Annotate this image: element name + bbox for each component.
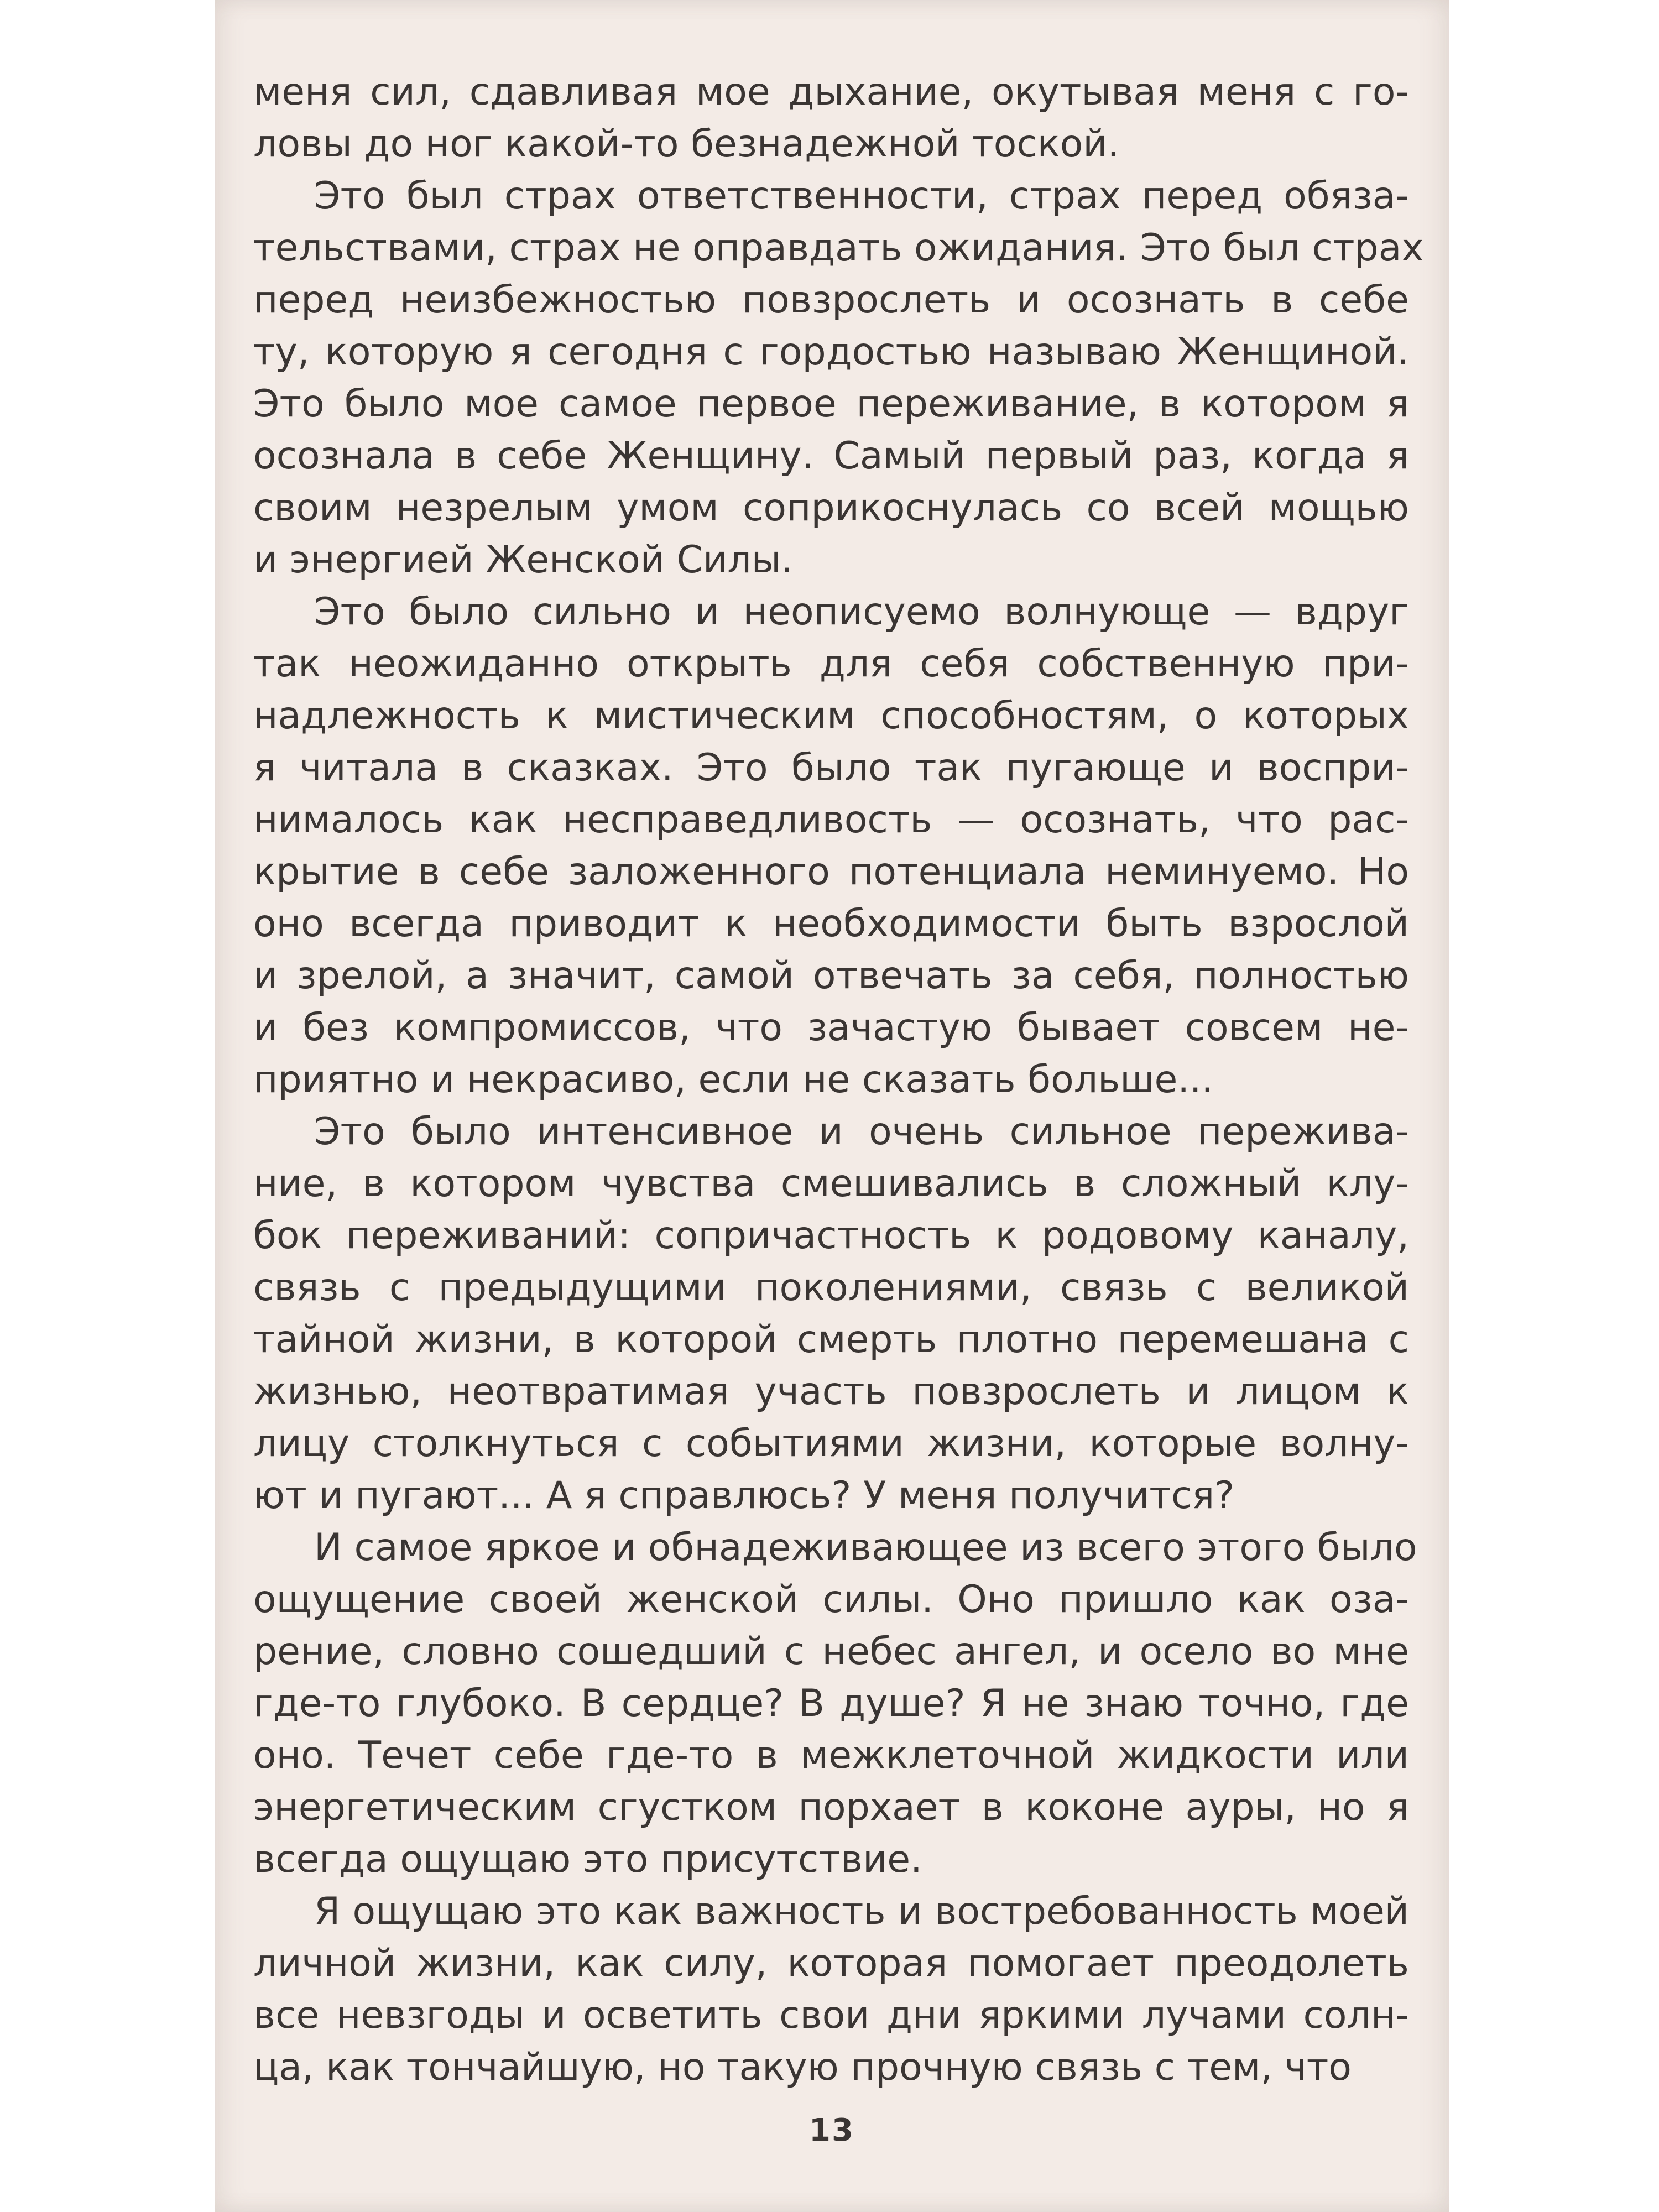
text-line: крытие в себе заложенного потенциала неминуемо. Но <box>253 850 1409 894</box>
text-line: все невзгоды и осветить свои дни яркими лучами солн- <box>253 1994 1409 2037</box>
text-line: надлежность к мистическим способностям, о которых <box>253 694 1409 738</box>
text-line: осознала в себе Женщину. Самый первый раз, когда я <box>253 434 1409 478</box>
text-line: оно. Течет себе где-то в межклеточной жидкости или <box>253 1734 1409 1777</box>
book-page <box>215 0 1449 2212</box>
text-line: И самое яркое и обнадеживающее из всего этого было <box>314 1526 1417 1569</box>
text-line: тельствами, страх не оправдать ожидания. Это был страх <box>253 226 1424 270</box>
text-line: и без компромиссов, что зачастую бывает совсем не- <box>253 1006 1409 1050</box>
paragraph <box>253 1522 1417 1886</box>
text-line: Это было сильно и неописуемо волнующе — вдруг <box>314 590 1409 634</box>
text-line: ют и пугают... А я справлюсь? У меня получится? <box>253 1474 1235 1517</box>
text-line: Я ощущаю это как важность и востребованность моей <box>314 1890 1409 1933</box>
text-line: связь с предыдущими поколениями, связь с великой <box>253 1266 1409 1310</box>
paragraph <box>253 170 1424 586</box>
body-text <box>253 66 1424 2094</box>
text-line: перед неизбежностью повзрослеть и осознать в себе <box>253 278 1409 322</box>
text-line: меня сил, сдавливая мое дыхание, окутывая меня с го- <box>253 70 1409 114</box>
text-line: своим незрелым умом соприкоснулась со всей мощью <box>253 486 1409 530</box>
text-line: нималось как несправедливость — осознать, что рас- <box>253 798 1409 842</box>
text-line: ту, которую я сегодня с гордостью называю Женщиной. <box>253 330 1409 374</box>
text-line: я читала в сказках. Это было так пугающе и воспри- <box>253 746 1409 790</box>
paragraph <box>253 586 1409 1106</box>
text-line: Это был страх ответственности, страх перед обяза- <box>314 174 1409 218</box>
text-line: бок переживаний: сопричастность к родовому каналу, <box>253 1214 1409 1258</box>
text-line: ца, как тончайшую, но такую прочную связь с тем, что <box>253 2046 1352 2089</box>
text-line: всегда ощущаю это присутствие. <box>253 1838 922 1881</box>
text-line: лицу столкнуться с событиями жизни, которые волну- <box>253 1422 1409 1465</box>
text-line: так неожиданно открыть для себя собственную при- <box>253 642 1409 686</box>
text-line: оно всегда приводит к необходимости быть взрослой <box>253 902 1409 946</box>
text-line: приятно и некрасиво, если не сказать больше... <box>253 1058 1214 1102</box>
text-line: Это было мое самое первое переживание, в котором я <box>253 382 1409 426</box>
text-line: энергетическим сгустком порхает в коконе ауры, но я <box>253 1786 1409 1829</box>
text-line: ние, в котором чувства смешивались в сложный клу- <box>253 1162 1409 1206</box>
text-line: Это было интенсивное и очень сильное пережива- <box>314 1110 1409 1154</box>
text-line: личной жизни, как силу, которая помогает преодолеть <box>253 1942 1409 1985</box>
text-line: рение, словно сошедший с небес ангел, и осело во мне <box>253 1630 1409 1673</box>
text-line: тайной жизни, в которой смерть плотно перемешана с <box>253 1318 1409 1361</box>
text-line: и энергией Женской Силы. <box>253 538 794 582</box>
text-line: жизнью, неотвратимая участь повзрослеть и лицом к <box>253 1370 1409 1413</box>
paragraph <box>253 1886 1409 2094</box>
paragraph <box>253 66 1409 170</box>
text-line: ощущение своей женской силы. Оно пришло как оза- <box>253 1578 1409 1621</box>
text-line: и зрелой, а значит, самой отвечать за себя, полностью <box>253 954 1409 998</box>
page-number: 13 <box>809 2112 854 2148</box>
text-line: где-то глубоко. В сердце? В душе? Я не знаю точно, где <box>253 1682 1409 1725</box>
paragraph <box>253 1106 1409 1522</box>
text-line: ловы до ног какой-то безнадежной тоской. <box>253 122 1120 166</box>
